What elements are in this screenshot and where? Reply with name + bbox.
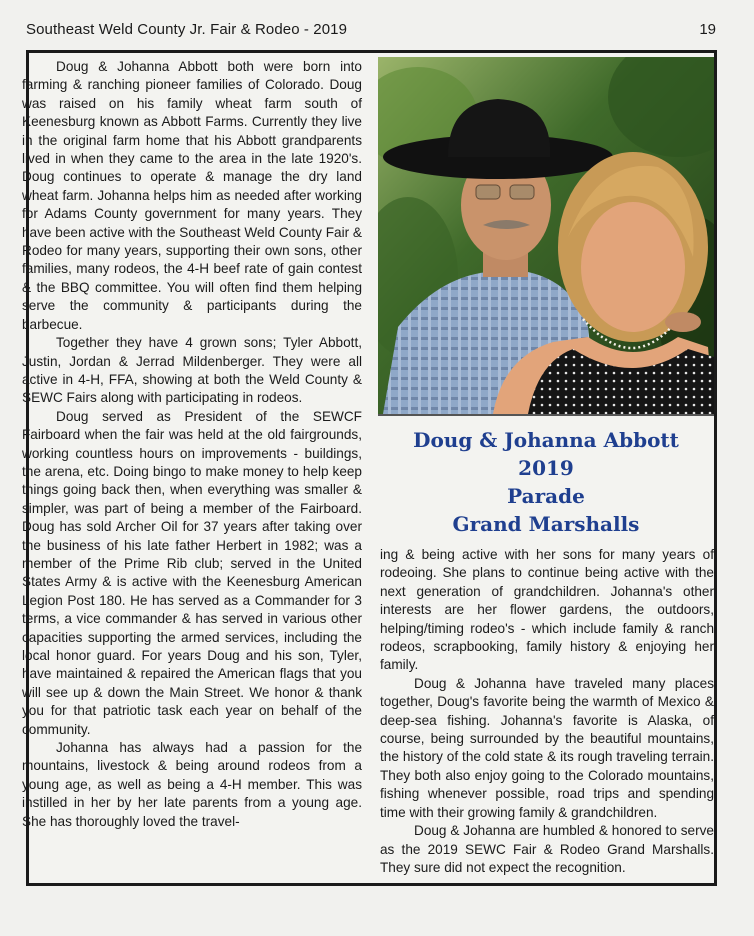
article-paragraph: Doug & Johanna Abbott both were born into farming & ranching pioneer families of Colorado. Doug was raised on his family wheat farm south of Keenesburg known as Abbott Farms. Currently they live in the original farm home that his Abbott grandparents lived in when they came to the area in the late 1920's. Doug continues to operate & manage the dry land wheat farm. Johanna helps him as needed after working for Adams County government for many years. They have been active with the Southeast Weld County Fair & Rodeo for many years, supporting their own sons, other families, many rodeos, the 4-H beef rate of gain contest & the BBQ committee. You will often find them helping serve the community & participants during the barbecue. [22,59,362,332]
article-right-column [380,546,714,877]
photo-caption [378,426,714,538]
caption-title: Grand Marshalls [452,512,640,536]
article-paragraph: Doug & Johanna have traveled many places together, Doug's favorite being the warmth of Mexico & deep-sea fishing. Johanna's favorite is Alaska, of course, being surrounded by the beautiful mountains, the history of the cold state & its rough traveling terrain. They both also enjoy going to the Colorado mountains, fishing whenever possible, road trips and spending time with their growing family & grandchildren. [380,675,714,820]
article-paragraph: ing & being active with her sons for many years of rodeoing. She plans to continue being active with the next generation of grandchildren. Johanna's other interests are her flower gardens, the outdoors, helping/timing rodeo's - which include family & ranch rodeos, scrapbooking, family history & enjoying her family. [380,547,714,673]
article-paragraph: Together they have 4 grown sons; Tyler Abbott, Justin, Jordan & Jerrad Mildenberger. They were all active in 4-H, FFA, showing at both the Weld County & SEWC Fairs along with participating in rodeos. [22,335,362,406]
page-header [26,18,716,42]
article-paragraph: Doug served as President of the SEWCF Fairboard when the fair was held at the old fairgrounds, working countless hours on improvements - buildings, the arena, etc. Doing bingo to make money to help keep things going back then, when everything was smaller & simpler, was part of being a member of the Fairboard. Doug has sold Archer Oil for 37 years after taking over the business of his late father Herbert in 1982; was a member of the Prime Rib club; served in the United States Army & is active with the Keenesburg American Legion Post 180. He has served as a Commander for 3 terms, a vice commander & has served in various other capacities supporting the armed services, including the local honor guard. For years Doug and his son, Tyler, have maintained & repaired the American flags that you will see up & down the Main Street. We honor & thank you for that patriotic task each year on behalf of the community. [22,408,362,737]
article-paragraph: Doug & Johanna are humbled & honored to serve as the 2019 SEWC Fair & Rodeo Grand Marshalls. They sure did not expect the recognition. [380,823,714,875]
page-number: 19 [699,21,716,38]
portrait-photo [378,57,714,416]
caption-names: Doug & Johanna Abbott [413,428,679,452]
caption-year: 2019 [518,456,574,480]
article-paragraph: Johanna has always had a passion for the mountains, livestock & being around rodeos from a young age, as well as being a 4-H member. This was instilled in her by her late parents from a young age. She has thoroughly loved the travel- [22,740,362,829]
publication-title: Southeast Weld County Jr. Fair & Rodeo - 2019 [26,21,348,38]
article-left-column [22,58,362,831]
caption-parade: Parade [507,484,585,508]
